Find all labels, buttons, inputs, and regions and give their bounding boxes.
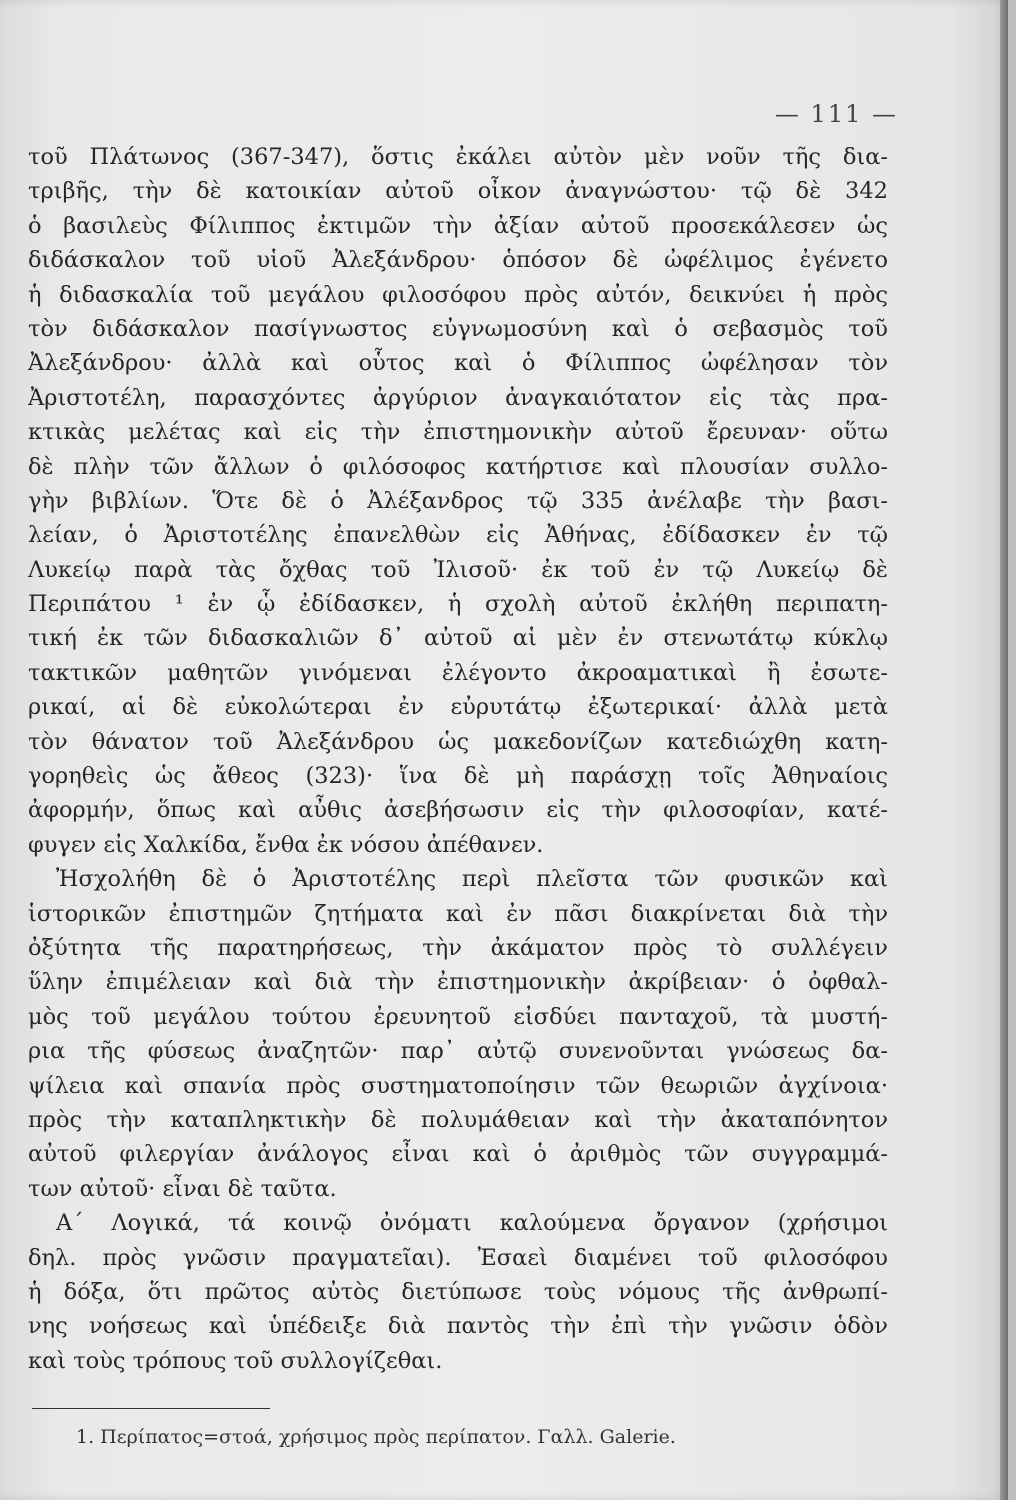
text-line: ὀξύτητα τῆς παρατηρήσεως, τὴν ἀκάματον πρὸς τὸ συλλέγειν	[28, 934, 888, 961]
page-number: — 111 —	[774, 100, 898, 128]
text-line: λείαν, ὁ Ἀριστοτέλης ἐπανελθὼν εἰς Ἀθήνας, ἐδίδασκεν ἐν τῷ	[28, 522, 888, 549]
text-line: αὐτοῦ φιλεργίαν ἀνάλογος εἶναι καὶ ὁ ἀριθμὸς τῶν συγγραμμά-	[28, 1141, 888, 1168]
text-line: τική ἐκ τῶν διδασκαλιῶν δ᾽ αὐτοῦ αἱ μὲν ἐν στενωτάτῳ κύκλῳ	[28, 625, 888, 652]
text-line: Ἀριστοτέλη, παρασχόντες ἀργύριον ἀναγκαιότατον εἰς τὰς πρα-	[28, 384, 888, 411]
text-line: δηλ. πρὸς γνῶσιν πραγματεῖαι). Ἐσαεὶ διαμένει τοῦ φιλοσόφου	[28, 1244, 888, 1271]
text-line: Περιπάτου ¹ ἐν ᾧ ἐδίδασκεν, ἡ σχολὴ αὐτοῦ ἐκλήθη περιπατη-	[28, 591, 888, 618]
text-line: ἡ δόξα, ὅτι πρῶτος αὐτὸς διετύπωσε τοὺς νόμους τῆς ἀνθρωπί-	[28, 1278, 888, 1305]
text-line: ἀφορμήν, ὅπως καὶ αὖθις ἀσεβήσωσιν εἰς τὴν φιλοσοφίαν, κατέ-	[28, 797, 888, 824]
text-line: Λυκείῳ παρὰ τὰς ὄχθας τοῦ Ἰλισοῦ· ἐκ τοῦ ἐν τῷ Λυκείῳ δὲ	[28, 556, 888, 583]
text-line: πρὸς τὴν καταπληκτικὴν δὲ πολυμάθειαν καὶ τὴν ἀκαταπόνητον	[28, 1106, 888, 1133]
text-line: ὁ βασιλεὺς Φίλιππος ἐκτιμῶν τὴν ἀξίαν αὐτοῦ προσεκάλεσεν ὡς	[28, 212, 888, 239]
footnote-divider	[32, 1408, 270, 1409]
text-line: ρια τῆς φύσεως ἀναζητῶν· παρ᾽ αὐτῷ συνενοῦνται γνώσεως δα-	[28, 1038, 888, 1065]
text-line: κτικὰς μελέτας καὶ εἰς τὴν ἐπιστημονικὴν αὐτοῦ ἔρευναν· οὕτω	[28, 419, 888, 446]
text-line: ἱστορικῶν ἐπιστημῶν ζητήματα καὶ ἐν πᾶσι διακρίνεται διὰ τὴν	[28, 900, 888, 927]
text-line: Α΄ Λογικά, τά κοινῷ ὀνόματι καλούμενα ὄργανον (χρήσιμοι	[56, 1210, 888, 1237]
text-line: τὸν διδάσκαλον πασίγνωστος εὐγνωμοσύνη καὶ ὁ σεβασμὸς τοῦ	[28, 315, 888, 342]
body-text	[28, 140, 888, 1378]
text-line: φυγεν εἰς Χαλκίδα, ἔνθα ἐκ νόσου ἀπέθανεν.	[28, 831, 544, 858]
text-line: ἡ διδασκαλία τοῦ μεγάλου φιλοσόφου πρὸς αὐτόν, δεικνύει ἡ πρὸς	[28, 281, 888, 308]
text-line: ρικαί, αἱ δὲ εὐκολώτεραι ἐν εὐρυτάτῳ ἐξωτερικαί· ἀλλὰ μετὰ	[28, 694, 888, 721]
footnote: 1. Περίπατος=στοά, χρήσιμος πρὸς περίπατον. Γαλλ. Galerie.	[76, 1426, 676, 1448]
text-line: Ἠσχολήθη δὲ ὁ Ἀριστοτέλης περὶ πλεῖστα τῶν φυσικῶν καὶ	[56, 866, 888, 893]
text-line: ὕλην ἐπιμέλειαν καὶ διὰ τὴν ἐπιστημονικὴν ἀκρίβειαν· ὁ ὀφθαλ-	[28, 969, 888, 996]
text-line: τακτικῶν μαθητῶν γινόμεναι ἐλέγοντο ἀκροαματικαὶ ἢ ἐσωτε-	[28, 659, 888, 686]
text-line: Ἀλεξάνδρου· ἀλλὰ καὶ οὗτος καὶ ὁ Φίλιππος ὠφέλησαν τὸν	[28, 350, 888, 377]
text-line: τοῦ Πλάτωνος (367-347), ὅστις ἐκάλει αὐτὸν μὲν νοῦν τῆς δια-	[28, 144, 888, 170]
text-line: νης νοήσεως καὶ ὑπέδειξε διὰ παντὸς τὴν ἐπὶ τὴν γνῶσιν ὁδὸν	[28, 1313, 888, 1340]
text-line: διδάσκαλον τοῦ υἱοῦ Ἀλεξάνδρου· ὁπόσον δὲ ὠφέλιμος ἐγένετο	[28, 247, 888, 274]
text-line: μὸς τοῦ μεγάλου τούτου ἐρευνητοῦ εἰσδύει πανταχοῦ, τὰ μυστή-	[28, 1003, 888, 1030]
text-line: γὴν βιβλίων. Ὅτε δὲ ὁ Ἀλέξανδρος τῷ 335 ἀνέλαβε τὴν βασι-	[28, 487, 888, 514]
text-line: γορηθεὶς ὡς ἄθεος (323)· ἵνα δὲ μὴ παράσχῃ τοῖς Ἀθηναίοις	[28, 763, 888, 790]
text-line: δὲ πλὴν τῶν ἄλλων ὁ φιλόσοφος κατήρτισε καὶ πλουσίαν συλλο-	[28, 453, 888, 480]
page-edge	[1000, 0, 1008, 1500]
text-line: των αὐτοῦ· εἶναι δὲ ταῦτα.	[28, 1175, 337, 1202]
text-line: καὶ τοὺς τρόπους τοῦ συλλογίζεθαι.	[28, 1347, 443, 1374]
text-line: ψίλεια καὶ σπανία πρὸς συστηματοποίησιν τῶν θεωριῶν ἀγχίνοια·	[28, 1072, 888, 1099]
text-line: τριβῆς, τὴν δὲ κατοικίαν αὐτοῦ οἶκον ἀναγνώστου· τῷ δὲ 342	[28, 178, 888, 205]
text-line: τὸν θάνατον τοῦ Ἀλεξάνδρου ὡς μακεδονίζων κατεδιώχθη κατη-	[28, 728, 888, 755]
